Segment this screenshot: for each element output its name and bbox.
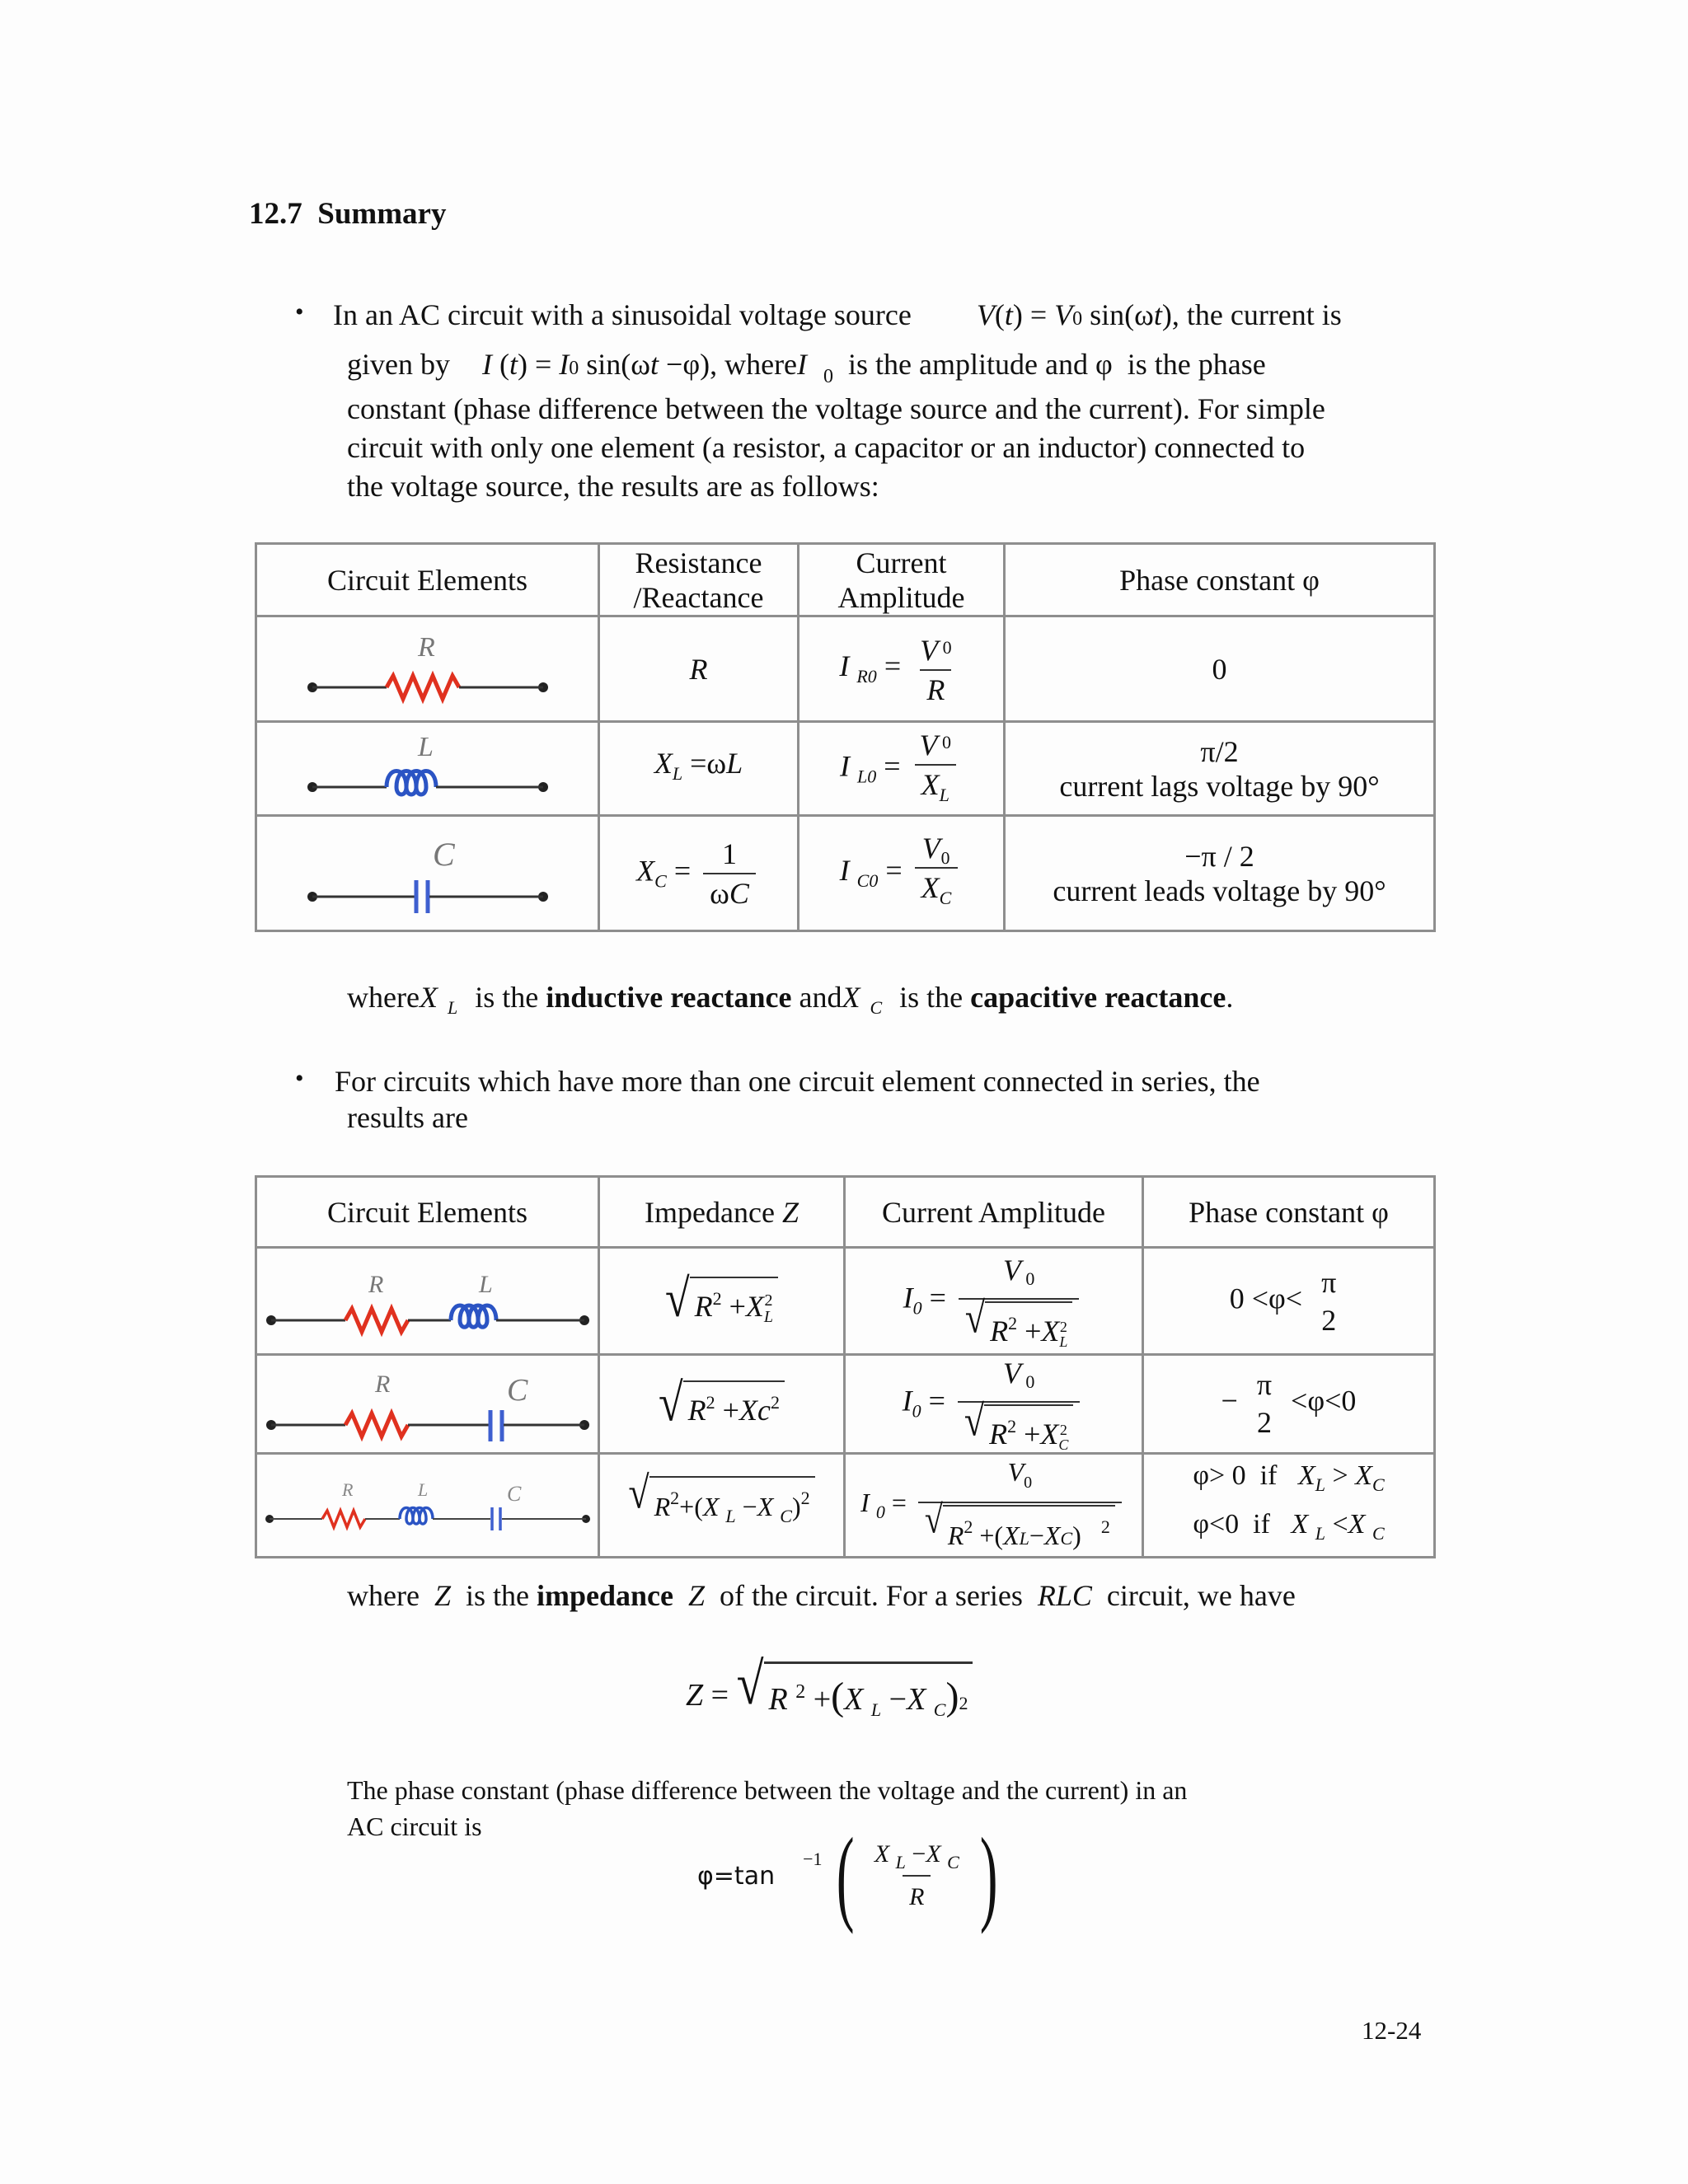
header-impedance: Impedance Z xyxy=(599,1177,845,1248)
rl-circuit-icon xyxy=(263,1256,593,1347)
svg-text:C: C xyxy=(506,1373,528,1408)
phase-l xyxy=(1005,722,1435,816)
capacitor-icon xyxy=(304,832,551,915)
phase-positive: φ> 0 if $X_L > X_C$ xyxy=(1193,1460,1385,1496)
rl-diagram xyxy=(256,1248,599,1355)
impedance-rc: √ $R^2 +Xc^2$ xyxy=(599,1355,845,1454)
section-number: 12.7 xyxy=(249,197,302,231)
resistor-icon xyxy=(304,628,551,710)
bullet-dot: • xyxy=(295,1065,304,1092)
bullet2-line1: For circuits which have more than one circuit element connected in series, the xyxy=(335,1065,1260,1098)
section-heading xyxy=(249,194,446,234)
phase-note: current lags voltage by 90° xyxy=(1059,769,1380,803)
bullet-dot: • xyxy=(295,298,304,326)
phase-value: π/2 xyxy=(1200,734,1239,768)
rc-diagram xyxy=(256,1355,599,1454)
current-r: I $_{R0}$ = $\frac{V ^0}{R}$ xyxy=(799,616,1005,722)
svg-text:L: L xyxy=(417,1479,428,1501)
rlc-diagram xyxy=(256,1453,599,1557)
bullet1-line3: constant (phase difference between the voltage source and the current). For simple xyxy=(347,392,1325,425)
phase-text-line1: The phase constant (phase difference between the voltage and the current) in an xyxy=(347,1775,1188,1805)
phase-value: −π / 2 xyxy=(1184,839,1254,873)
phase-note: current leads voltage by 90° xyxy=(1053,874,1386,907)
formula-current: I (t) = I0 sin(ωt −φ) xyxy=(481,348,710,381)
current-rlc: I $_0$ = $V_0$ √ $R^2 +(XL-XC)$ $^2$ xyxy=(845,1453,1143,1557)
header-current-amplitude: Current Amplitude xyxy=(845,1177,1143,1248)
current-rl: $I_0$ = V 0 √ $R^2 +X$ 2 L xyxy=(845,1248,1143,1355)
table-header-row xyxy=(256,1177,1435,1248)
text: , the current is xyxy=(1171,298,1342,331)
header-current-amplitude: Current Amplitude xyxy=(799,544,1005,616)
header-circuit-elements: Circuit Elements xyxy=(256,544,599,616)
table-row xyxy=(256,722,1435,816)
header-phase-constant: Phase constant φ xyxy=(1143,1177,1435,1248)
svg-text:L: L xyxy=(417,731,434,762)
inductor-diagram xyxy=(256,722,599,816)
bullet1-line4: circuit with only one element (a resistor, a capacitor or an inductor) connected to xyxy=(347,431,1306,464)
table-series-circuit xyxy=(255,1175,1436,1558)
header-phase-constant: Phase constant φ xyxy=(1005,544,1435,616)
current-rc: $I_0$ = V 0 √ $R^2 +X$ 2 C xyxy=(845,1355,1143,1454)
inductor-icon xyxy=(304,728,551,810)
phase-text-line2: AC circuit is xyxy=(347,1811,482,1841)
svg-text:R: R xyxy=(341,1479,353,1501)
text: given by xyxy=(347,348,450,381)
bullet1-line5: the voltage source, the results are as follows: xyxy=(347,470,879,503)
text: In an AC circuit with a sinusoidal voltage source xyxy=(333,298,912,331)
impedance-formula: Z = √ R $^2$ +(X $_L$ −X $_C$)2 xyxy=(686,1661,973,1735)
phase-rlc xyxy=(1143,1453,1435,1557)
header-circuit-elements: Circuit Elements xyxy=(256,1177,599,1248)
current-c: I $_{C0}$ = $\frac{\text{V₀}}{X_C}$ xyxy=(799,816,1005,931)
svg-text:L: L xyxy=(478,1270,493,1298)
impedance-rlc: √ $R^2+(X$ $_L$ −X $_C$)$^2$ xyxy=(599,1453,845,1557)
impedance-definition: where Z is the impedance Z of the circuit. For a series RLC circuit, we have xyxy=(347,1579,1296,1612)
page-number: 12-24 xyxy=(1362,2016,1422,2045)
header-reactance: Resistance /Reactance xyxy=(599,544,799,616)
phase-c xyxy=(1005,816,1435,931)
svg-text:R: R xyxy=(368,1270,383,1298)
bullet1-line2: given by I (t) = I0 sin(ωt −φ), whereI $_0$ is the amplitude and φ is the phase xyxy=(347,348,1266,387)
table-row xyxy=(256,1248,1435,1355)
rlc-circuit-icon xyxy=(263,1468,593,1542)
resistor-diagram xyxy=(256,616,599,722)
formula-voltage: V(t) = V0 sin(ωt) xyxy=(976,298,1172,331)
current-l: I $_{L0}$ = $\frac{V ^0}{X_L}$ xyxy=(799,722,1005,816)
bullet2-line2: results are xyxy=(347,1101,468,1134)
phase-rl: 0 <φ< π 2 xyxy=(1143,1248,1435,1355)
rc-circuit-icon xyxy=(263,1362,593,1445)
table-row xyxy=(256,616,1435,722)
svg-text:C: C xyxy=(506,1482,521,1507)
table-row xyxy=(256,816,1435,931)
phase-negative: φ<0 if X $_L$ <X $_C$ xyxy=(1193,1509,1385,1544)
impedance-rl: √ $R^2 +X$ 2 L xyxy=(599,1248,845,1355)
reactance-r: R xyxy=(599,616,799,722)
svg-text:C: C xyxy=(432,835,455,873)
table-single-element xyxy=(255,542,1436,932)
reactance-c: $X_C$ = $\frac{1}{\omega C}$ xyxy=(599,816,799,931)
svg-text:R: R xyxy=(417,631,435,663)
phase-rc: − π 2 <φ<0 xyxy=(1143,1355,1435,1454)
phase-formula: φ=tan −1 ( $\frac{X _L -X _C}{R}$ ) xyxy=(697,1816,998,1935)
phase-r: 0 xyxy=(1005,616,1435,722)
table-header-row xyxy=(256,544,1435,616)
table-row xyxy=(256,1355,1435,1454)
capacitor-diagram xyxy=(256,816,599,931)
svg-text:R: R xyxy=(374,1371,390,1399)
reactance-l: $X_L =\omega L$ xyxy=(599,722,799,816)
table-row xyxy=(256,1453,1435,1557)
section-title: Summary xyxy=(317,197,447,231)
bullet1-line1 xyxy=(333,295,1342,339)
reactance-definition: whereX $_L$ is the inductive reactance andX $_C$ is the capacitive reactance. xyxy=(347,981,1234,1018)
